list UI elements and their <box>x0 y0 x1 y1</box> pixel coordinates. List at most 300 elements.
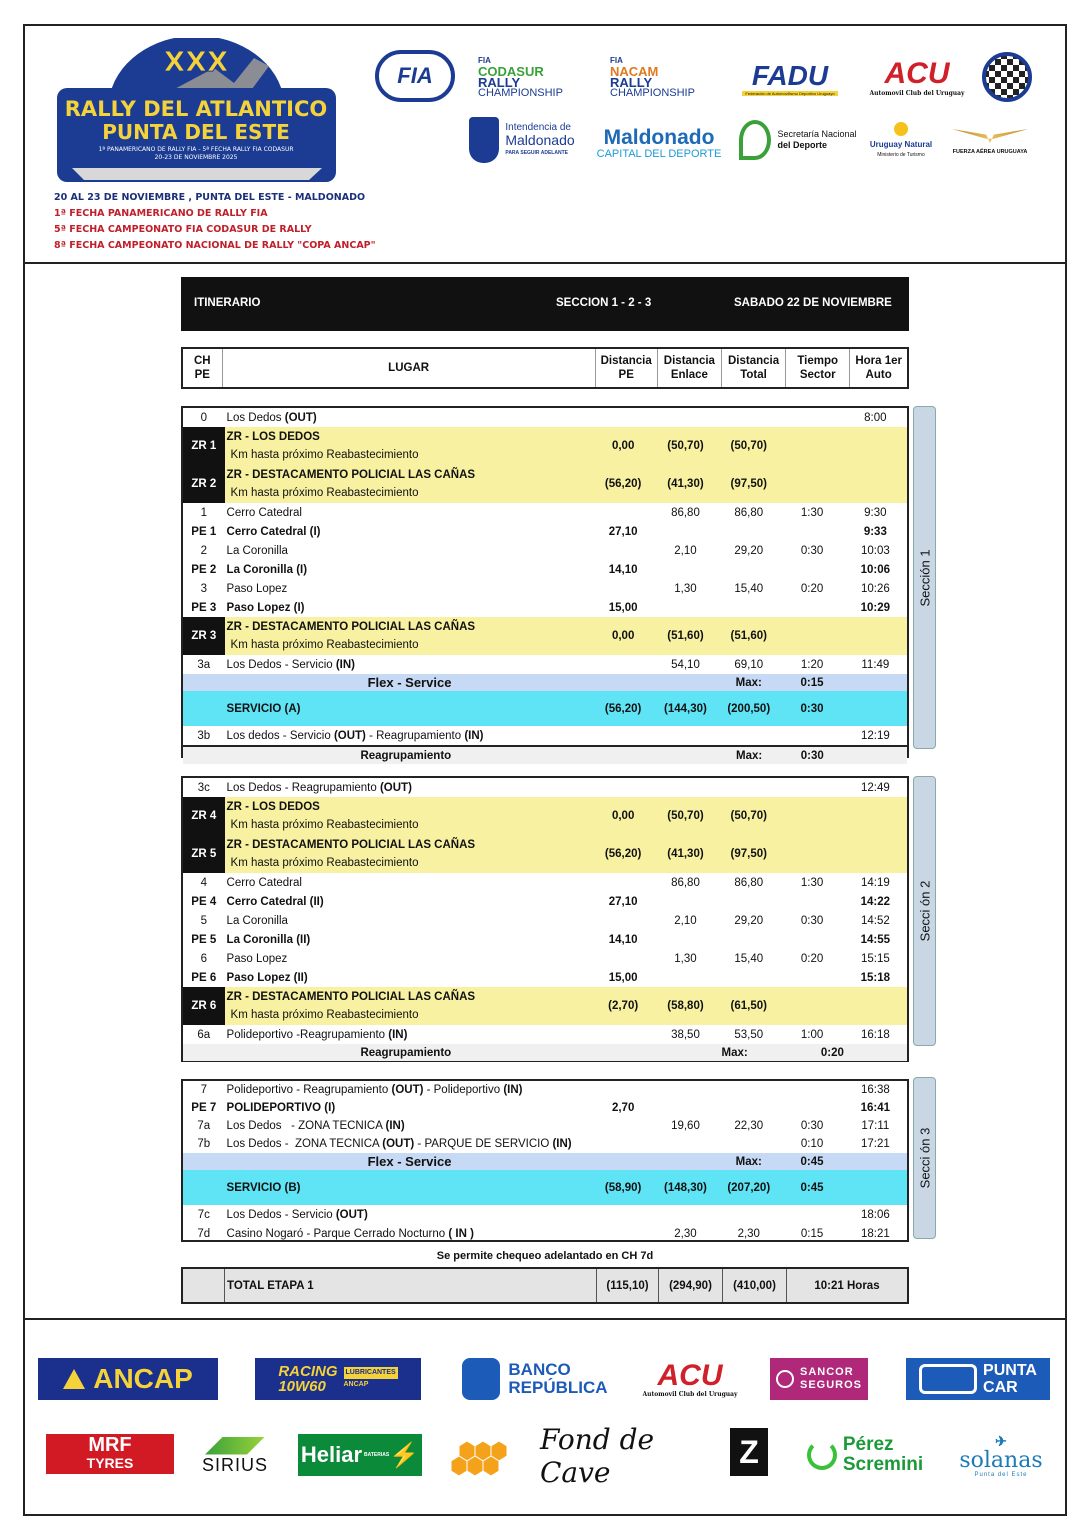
maldonado-sub: CAPITAL DEL DEPORTE <box>596 148 722 160</box>
regroup-max: Max: <box>721 1046 748 1059</box>
sirius-icon <box>205 1437 265 1455</box>
table-row <box>183 503 907 522</box>
racing-l1: RACING <box>278 1363 338 1380</box>
lugar-cell: Cerro Catedral (II) <box>226 895 324 908</box>
maldonado-name: Maldonado <box>603 126 715 149</box>
acu-logo <box>862 54 972 100</box>
table-row <box>183 1205 907 1224</box>
dpe-cell: 15,00 <box>608 601 638 614</box>
ch-cell: 6a <box>197 1028 211 1041</box>
lugar-bold: (OUT) <box>379 781 412 794</box>
ch-cell: ZR 1 <box>183 427 225 465</box>
logo-title1: RALLY DEL ATLANTICO <box>64 97 328 121</box>
hora-cell: 16:38 <box>860 1084 890 1096</box>
lugar-text: Polideportivo -Reagrupamiento <box>226 1028 389 1041</box>
solanas-logo <box>956 1430 1046 1480</box>
lugar-cell: Paso Lopez <box>226 582 288 595</box>
lugar-bold: (IN) <box>388 1028 408 1041</box>
sancor-l1: SANCOR <box>799 1366 854 1378</box>
dto-cell: 2,30 <box>737 1227 760 1240</box>
lugar-bold2: (IN) <box>503 1084 523 1096</box>
dto-cell: 53,50 <box>734 1028 764 1041</box>
ts-cell: 0:30 <box>800 1120 824 1132</box>
den-cell: 86,80 <box>671 876 700 889</box>
leaf-icon <box>739 120 771 160</box>
ts-cell: 0:20 <box>800 582 824 595</box>
solanas-text: solanas <box>959 1447 1043 1473</box>
table-row <box>183 522 907 541</box>
dto-cell: 29,20 <box>734 544 764 557</box>
ts-cell: 1:00 <box>800 1028 824 1041</box>
lugar-cell <box>225 1084 593 1096</box>
lugar-bold: (OUT) <box>391 1084 424 1096</box>
hora-cell: 9:30 <box>864 506 887 519</box>
service-label: SERVICIO (A) <box>226 702 301 715</box>
hora-cell: 10:29 <box>860 601 891 614</box>
section-3-label <box>913 1077 936 1239</box>
dpe-cell: (58,90) <box>604 1181 642 1194</box>
lugar-cell <box>225 836 593 872</box>
ts-cell: 0:15 <box>800 1227 824 1240</box>
hora-cell: 15:15 <box>860 952 890 965</box>
ch-cell: ZR 5 <box>183 835 225 873</box>
hora-cell: 12:49 <box>860 781 890 794</box>
table-row <box>183 541 907 560</box>
table-row <box>183 1135 907 1153</box>
ch-cell: 5 <box>200 914 207 927</box>
ch-cell: PE 4 <box>191 895 217 908</box>
footer-divider <box>23 1318 1067 1320</box>
regroup-label: Reagrupamiento <box>360 1046 452 1059</box>
ch-cell: 3c <box>197 781 210 794</box>
table-row <box>183 949 907 968</box>
den-cell: 2,10 <box>674 544 697 557</box>
table-row <box>183 1025 907 1044</box>
codasur-rally: RALLY <box>478 75 521 90</box>
section-3-text: Secci ón 3 <box>917 1127 932 1189</box>
maldonado-logo <box>594 124 724 164</box>
zr-title: ZR - DESTACAMENTO POLICIAL LAS CAÑAS <box>226 469 476 481</box>
col-dpe-2: PE <box>618 369 634 381</box>
table-row <box>183 778 907 797</box>
zr-row <box>183 465 907 503</box>
col-ch <box>182 348 222 388</box>
smile-icon <box>807 1440 837 1470</box>
lugar-cell <box>225 1138 593 1150</box>
fadu-logo <box>740 58 840 98</box>
section-2-label <box>913 776 936 1046</box>
hora-cell: 15:18 <box>860 971 891 984</box>
zr-row <box>183 427 907 465</box>
section-3 <box>181 1079 909 1242</box>
zr-title: ZR - DESTACAMENTO POLICIAL LAS CAÑAS <box>226 839 476 851</box>
dpe-cell: 0,00 <box>611 810 635 822</box>
total-time: 10:21 Horas <box>814 1279 880 1292</box>
lugar-text: Los Dedos - Servicio <box>226 658 336 671</box>
lugar-cell <box>225 730 593 742</box>
dpe-cell: (56,20) <box>604 478 642 490</box>
header-divider <box>23 262 1067 264</box>
advance-check-note: Se permite chequeo adelantado en CH 7d <box>436 1250 654 1262</box>
zr-title: ZR - LOS DEDOS <box>226 431 320 443</box>
heliar-logo <box>298 1434 422 1476</box>
dto-cell: 29,20 <box>734 914 764 927</box>
ancap-triangle-icon <box>63 1369 85 1389</box>
logo-title2: PUNTA DEL ESTE <box>102 120 290 144</box>
event-line-text: 8ª FECHA CAMPEONATO NACIONAL DE RALLY <box>54 240 294 251</box>
table-row <box>183 1224 907 1243</box>
col-lugar: LUGAR <box>222 348 595 388</box>
lugar-text2: - Reagrupamiento <box>365 729 465 742</box>
hora-cell: 10:03 <box>860 544 890 557</box>
dpe-cell: 15,00 <box>608 971 638 984</box>
table-row <box>183 655 907 674</box>
regroup-value: 0:30 <box>800 749 824 762</box>
hora-cell: 14:52 <box>860 914 890 927</box>
flex-label: Flex - Service <box>367 675 452 690</box>
logo-roman: XXX <box>163 45 229 78</box>
acu-sponsor-text: ACU <box>657 1358 723 1392</box>
perez-l2: Scremini <box>842 1454 924 1475</box>
lugar-text: Los Dedos <box>226 411 285 424</box>
lugar-cell: Paso Lopez <box>226 952 288 965</box>
codasur-name: CODASUR <box>478 64 544 79</box>
dto-cell: (97,50) <box>730 848 767 860</box>
col-den-2: Enlace <box>670 369 708 381</box>
ch-cell: PE 7 <box>191 1102 217 1114</box>
fia-logo: FIA <box>375 50 455 102</box>
col-ts-2: Sector <box>799 369 836 381</box>
table-row <box>183 1099 907 1117</box>
logo-sub1: 1ª PANAMERICANO DE RALLY FIA - 5ª FECHA RALLY FIA CODASUR <box>98 146 294 153</box>
sancor-l2: SEGUROS <box>799 1379 862 1391</box>
total-label: TOTAL ETAPA 1 <box>225 1269 597 1302</box>
bird-icon: ✈ <box>995 1432 1007 1449</box>
lugar-cell <box>225 1228 593 1240</box>
lugar-cell: Cerro Catedral <box>226 506 302 519</box>
flex-max: Max: <box>735 676 762 689</box>
lugar-cell <box>225 988 593 1024</box>
lugar-bold2: (IN) <box>464 729 484 742</box>
fuerza-aerea-logo <box>948 124 1032 160</box>
service-row <box>183 1170 907 1205</box>
lugar-text: Los Dedos - ZONA TÉCNICA <box>226 1120 386 1132</box>
dpe-cell: (56,20) <box>604 702 642 715</box>
fadu-name: FADU <box>751 59 829 91</box>
lugar-cell <box>225 412 593 424</box>
z-logo: Z <box>730 1428 768 1476</box>
dto-cell: (50,70) <box>730 810 767 822</box>
col-ch-2: PE <box>194 369 210 381</box>
col-ts-1: Tiempo <box>797 355 839 367</box>
rally-logo <box>54 38 339 184</box>
col-dist-enlace <box>657 348 721 388</box>
lugar-bold: (OUT) <box>335 1208 368 1221</box>
section-2 <box>181 776 909 1062</box>
ch-cell: 7b <box>197 1138 211 1150</box>
codasur-logo <box>478 50 588 104</box>
zr-title: ZR - LOS DEDOS <box>226 801 320 813</box>
sancor-logo <box>770 1358 868 1400</box>
lugar-bold: (IN) <box>385 1120 405 1132</box>
ts-cell: 1:30 <box>800 506 824 519</box>
den-cell: (50,70) <box>667 440 704 452</box>
bolt-icon: ⚡ <box>389 1441 420 1469</box>
ch-cell: ZR 6 <box>183 987 225 1025</box>
lugar-cell <box>225 659 593 671</box>
event-lines <box>54 190 376 254</box>
den-cell: (41,30) <box>667 848 704 860</box>
lugar-bold: (IN) <box>335 658 356 671</box>
lugar-bold: (OUT) <box>284 411 317 424</box>
dto-cell: 22,30 <box>734 1120 764 1132</box>
hora-cell: 11:49 <box>861 658 890 671</box>
punta-l2: CAR <box>983 1379 1018 1396</box>
zr-row <box>183 797 907 835</box>
ch-cell: PE 5 <box>191 933 217 946</box>
secretaria-l2: del Deporte <box>777 140 827 150</box>
title-left: ITINERARIO <box>194 297 261 309</box>
lugar-cell <box>225 1209 593 1221</box>
logo-sub2: 20-23 DE NOVIEMBRE 2025 <box>154 154 238 161</box>
fuerza-aerea-name: FUERZA AÉREA URUGUAYA <box>952 149 1028 155</box>
nacam-champ: CHAMPIONSHIP <box>610 87 695 99</box>
lugar-bold: (OUT) <box>333 729 366 742</box>
table-row <box>183 892 907 911</box>
lugar-cell <box>225 466 593 502</box>
racing-l2: 10W60 <box>278 1378 326 1395</box>
perez-l1: Pérez <box>842 1434 894 1455</box>
den-cell: (148,30) <box>664 1181 707 1194</box>
dpe-cell: 27,10 <box>608 525 638 538</box>
lugar-cell: La Coronilla (II) <box>226 933 311 946</box>
intendencia-logo <box>462 115 582 165</box>
den-cell: (144,30) <box>664 702 707 715</box>
itinerary-title-bar <box>181 277 909 331</box>
ts-cell: 0:30 <box>800 702 824 715</box>
hora-cell: 14:55 <box>860 933 891 946</box>
bank-icon <box>462 1358 500 1400</box>
title-center: SECCION 1 - 2 - 3 <box>556 297 652 309</box>
den-cell: 86,80 <box>671 506 700 519</box>
dto-cell: 15,40 <box>734 582 764 595</box>
table-row <box>183 1081 907 1099</box>
sirius-logo <box>196 1432 274 1480</box>
lugar-cell: Paso Lopez (II) <box>226 971 308 984</box>
col-ch-1: CH <box>193 355 211 367</box>
ts-cell: 1:30 <box>800 876 824 889</box>
acu-sponsor-sub: Automovil Club del Uruguay <box>642 1390 738 1398</box>
total-den: (294,90) <box>659 1269 723 1302</box>
hora-cell: 17:11 <box>861 1120 890 1132</box>
zr-row <box>183 987 907 1025</box>
total-dto: (410,00) <box>723 1269 787 1302</box>
nacam-fia: FIA <box>610 56 623 65</box>
sirius-text: SIRIUS <box>201 1454 268 1475</box>
banco-l2: REPÚBLICA <box>508 1378 608 1397</box>
dto-cell: 69,10 <box>734 658 764 671</box>
ch-cell: 7c <box>197 1208 210 1221</box>
zr-sub: Km hasta próximo Reabastecimiento <box>230 449 419 461</box>
honeycomb-logo <box>450 1436 508 1476</box>
event-line: 20 AL 23 DE NOVIEMBRE , PUNTA DEL ESTE - MALDONADO <box>54 192 366 203</box>
dpe-cell: 0,00 <box>611 630 635 642</box>
table-row <box>183 911 907 930</box>
nacam-logo <box>610 50 720 104</box>
intendencia-l1: Intendencia de <box>505 121 571 133</box>
racing-lub: LUBRICANTES <box>344 1367 398 1379</box>
dpe-cell: (2,70) <box>608 1000 639 1012</box>
lugar-text: Los dedos - Servicio <box>226 729 334 742</box>
punta-car-logo <box>906 1358 1050 1400</box>
dto-cell: (200,50) <box>727 702 771 715</box>
hora-cell: 14:22 <box>860 895 891 908</box>
section-1 <box>181 406 909 762</box>
ch-cell: 3a <box>197 658 211 671</box>
dto-cell: 86,80 <box>734 876 764 889</box>
flex-label: Flex - Service <box>367 1154 452 1169</box>
ts-cell: 0:30 <box>800 914 824 927</box>
lugar-bold: ( IN ) <box>448 1227 474 1240</box>
intendencia-l3: PARA SEGUIR ADELANTE <box>505 149 568 156</box>
table-row <box>183 1117 907 1135</box>
lugar-cell: La Coronilla <box>226 914 288 927</box>
flex-value: 0:15 <box>800 676 824 689</box>
table-row <box>183 408 907 427</box>
banco-l1: BANCO <box>508 1360 571 1379</box>
col-dist-pe <box>595 348 657 388</box>
lugar-cell <box>225 1029 593 1041</box>
ch-cell: ZR 4 <box>183 797 225 835</box>
total-dpe: (115,10) <box>597 1269 659 1302</box>
col-dto-1: Distancia <box>727 355 780 367</box>
den-cell: 38,50 <box>671 1028 700 1041</box>
dto-cell: (61,50) <box>730 1000 767 1012</box>
dto-cell: (50,70) <box>730 440 767 452</box>
service-row <box>183 691 907 726</box>
acu-name: ACU <box>884 56 950 90</box>
lugar-cell: La Coronilla (I) <box>226 563 308 576</box>
den-cell: 1,30 <box>674 952 697 965</box>
lugar-bold: (OUT) <box>382 1138 415 1150</box>
zr-sub: Km hasta próximo Reabastecimiento <box>230 1009 419 1021</box>
dpe-cell: 14,10 <box>608 933 638 946</box>
hora-cell: 18:21 <box>860 1227 890 1240</box>
lugar-cell <box>225 798 593 834</box>
racing-logo <box>255 1358 421 1400</box>
den-cell: 54,10 <box>671 658 700 671</box>
table-row <box>183 930 907 949</box>
acu-sub: Automovil Club del Uruguay <box>869 89 965 97</box>
event-line: 1ª FECHA PANAMERICANO DE RALLY FIA <box>54 208 268 219</box>
mrf-logo <box>46 1434 174 1474</box>
table-row <box>183 968 907 987</box>
sancor-icon <box>776 1370 794 1388</box>
lugar-cell: POLIDEPORTIVO (I) <box>226 1102 336 1114</box>
fadu-sub: Federación de Automovilismo Deportivo Uruguayo <box>742 91 838 96</box>
lugar-cell <box>225 1120 593 1132</box>
ancap-text: ANCAP <box>93 1363 193 1394</box>
lugar-text: Los Dedos - ZONA TÉCNICA <box>226 1138 383 1150</box>
ch-cell: PE 6 <box>191 971 217 984</box>
hora-cell: 18:06 <box>860 1208 890 1221</box>
col-tiempo <box>786 348 850 388</box>
zr-sub: Km hasta próximo Reabastecimiento <box>230 857 419 869</box>
zr-row <box>183 617 907 655</box>
hora-cell: 8:00 <box>864 411 887 424</box>
lugar-cell: Paso Lopez (I) <box>226 601 305 614</box>
nacam-rally: RALLY <box>610 75 653 90</box>
codasur-champ: CHAMPIONSHIP <box>478 87 563 99</box>
col-hora <box>850 348 908 388</box>
ch-cell: 1 <box>200 506 207 519</box>
col-ha-2: Auto <box>865 369 892 381</box>
fond-de-cave-logo: Fond de Cave <box>540 1423 655 1489</box>
flex-service-row <box>183 1153 907 1170</box>
dpe-cell: 0,00 <box>611 440 635 452</box>
dto-cell: (207,20) <box>727 1181 771 1194</box>
lugar-text: Casino Nogaró - Parque Cerrado Nocturno <box>226 1227 449 1240</box>
hora-cell: 12:19 <box>860 729 890 742</box>
ts-cell: 0:45 <box>800 1181 824 1194</box>
zr-row <box>183 835 907 873</box>
section-1-text: Sección 1 <box>917 548 932 607</box>
ch-cell: 7d <box>197 1227 211 1240</box>
hora-cell: 10:26 <box>860 582 890 595</box>
wings-icon <box>952 129 1028 143</box>
mrf-l2: TYRES <box>86 1455 134 1471</box>
ch-cell: 7a <box>197 1120 211 1132</box>
ch-cell: PE 3 <box>191 601 217 614</box>
total-row <box>181 1267 909 1304</box>
ch-cell: ZR 3 <box>183 617 225 655</box>
lugar-cell <box>225 782 593 794</box>
zr-title: ZR - DESTACAMENTO POLICIAL LAS CAÑAS <box>226 621 476 633</box>
solanas-sub: Punta del Este <box>974 1471 1028 1478</box>
section-1-label <box>913 406 936 749</box>
dto-cell: 86,80 <box>734 506 764 519</box>
den-cell: (58,80) <box>667 1000 704 1012</box>
uruguay-natural-logo <box>868 118 934 164</box>
ch-cell: 6 <box>200 952 207 965</box>
den-cell: 19,60 <box>671 1120 700 1132</box>
uruguay-natural-name: Uruguay Natural <box>869 140 933 149</box>
secretaria-l1: Secretaría Nacional <box>777 129 857 139</box>
table-row <box>183 579 907 598</box>
codasur-fia: FIA <box>478 56 491 65</box>
flex-service-row <box>183 674 907 691</box>
lugar-text2: - Polideportivo <box>423 1084 504 1096</box>
lugar-text: Los Dedos - Reagrupamiento <box>226 781 380 794</box>
hora-cell: 16:18 <box>860 1028 890 1041</box>
hora-cell: 14:19 <box>860 876 890 889</box>
dpe-cell: 2,70 <box>611 1102 635 1114</box>
zr-sub: Km hasta próximo Reabastecimiento <box>230 639 419 651</box>
sun-icon <box>894 122 908 136</box>
ch-cell: 3 <box>200 582 207 595</box>
den-cell: 1,30 <box>674 582 697 595</box>
heliar-sub: BATERIAS <box>364 1452 390 1458</box>
dpe-cell: 27,10 <box>608 895 638 908</box>
ch-cell: 4 <box>200 876 207 889</box>
dto-cell: 15,40 <box>734 952 764 965</box>
lugar-cell <box>225 428 593 464</box>
lugar-bold2: (IN) <box>552 1138 572 1150</box>
punta-l1: PUNTA <box>983 1362 1037 1379</box>
ch-cell: 3b <box>197 729 211 742</box>
lugar-cell: Cerro Catedral <box>226 876 302 889</box>
table-row <box>183 726 907 745</box>
